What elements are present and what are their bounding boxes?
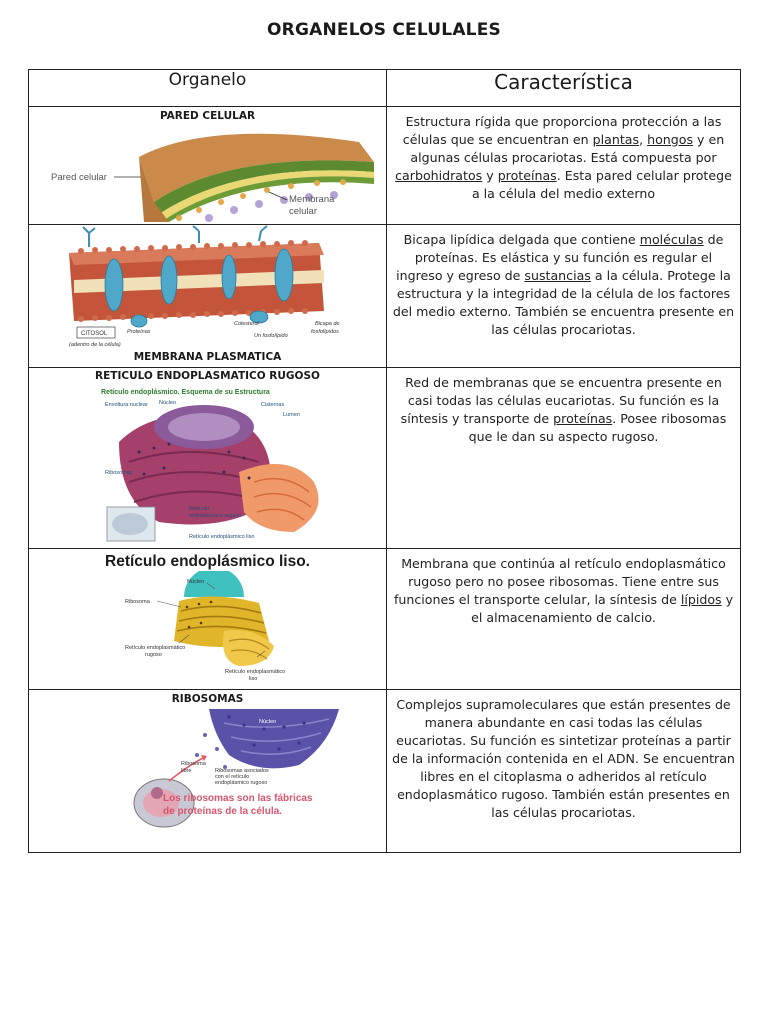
link-sustancias[interactable]: sustancias [524, 268, 591, 283]
description-cell [387, 368, 741, 549]
link-plantas[interactable]: plantas [592, 132, 640, 147]
description-cell [387, 107, 741, 225]
description-cell [387, 549, 741, 690]
organelle-cell [29, 549, 387, 690]
ribosome-illustration [29, 705, 385, 845]
table-row [29, 368, 741, 549]
figure-caption: Los ribosomas son las fábricas [163, 793, 313, 804]
organelle-description: Red de membranas que se encuentra presente en casi todas las células eucariotas. Su función es la síntesis y transporte de proteínas. Posee ribosomas que le dan su aspecto rugoso. [400, 375, 727, 444]
figure-label: Bicapa de [315, 321, 340, 327]
figure-label: endoplásmico rugoso [215, 780, 268, 786]
cell-wall-illustration [29, 122, 385, 222]
table-row [29, 549, 741, 690]
figure-label: Un fosfolípido [254, 333, 288, 339]
rer-illustration [29, 382, 385, 544]
organelle-description: Complejos supramoleculares que están presentes de manera abundante en casi todas las células eucariotas. Su función es sintetizar proteínas a partir de la información contenida en el ADN. Se encuentran libres en el citoplasma o adheridos al retículo endoplasmático rugoso. También están presentes en las células procariotas. [392, 697, 735, 820]
link-lipidos[interactable]: lípidos [680, 592, 722, 607]
organelle-description: Membrana que continúa al retículo endoplasmático rugoso pero no posee ribosomas. Tiene entre sus funciones el transporte celular, la síntesis de lípidos y el almacenamiento de calcio. [393, 556, 734, 625]
header-organelo: Organelo [29, 70, 387, 107]
figure-label: Pared celular [51, 172, 107, 183]
organelle-name: RIBOSOMAS [171, 693, 244, 705]
figure-label: Núcleo [159, 400, 177, 406]
figure-label: Cisternas [261, 402, 285, 408]
figure-label: Colesterol [234, 321, 259, 327]
figure-label: Retículo endoplasmático [125, 645, 186, 651]
figure-label: CITOSOL [81, 331, 108, 337]
figure-label: Retículo endoplasmático [225, 669, 286, 675]
figure-label: con el retículo [215, 774, 250, 780]
organelle-name: PARED CELULAR [159, 110, 256, 122]
link-proteinas[interactable]: proteínas [497, 168, 557, 183]
table-row [29, 690, 741, 853]
description-cell [387, 225, 741, 368]
table-row [29, 107, 741, 225]
membrane-illustration [29, 225, 385, 349]
table-row [29, 225, 741, 368]
figure-label: Ribosomas [105, 470, 133, 476]
organelle-cell [29, 368, 387, 549]
figure-label: Ribosoma [125, 599, 150, 605]
page-title: ORGANELOS CELULALES [267, 20, 501, 40]
figure-label: (adentro de la célula) [69, 342, 121, 348]
figure-label: liso [249, 676, 258, 682]
figure-label: Lumen [283, 412, 300, 418]
description-cell [387, 690, 741, 853]
figure-label: Núcleo [259, 719, 277, 725]
figure-label: endoplásmico rugoso [189, 513, 242, 519]
figure-label: fosfolípidos [311, 329, 339, 335]
link-carbohidratos[interactable]: carbohidratos [395, 168, 483, 183]
figure-label: Retículo endoplásmico liso [189, 534, 255, 540]
figure-label: Núcleo [187, 579, 205, 585]
organelle-description: Bicapa lipídica delgada que contiene moléculas de proteínas. Es elástica y su función es regular el ingreso y egreso de sustancias a la célula. Protege la estructura y la integridad de la célula de los factores del medio externo. También se encuentra presente en las células procariotas. [392, 232, 735, 337]
organelle-cell [29, 690, 387, 853]
link-hongos[interactable]: hongos [647, 132, 694, 147]
organelle-description: Estructura rígida que proporciona protección a las células que se encuentran en plantas, hongos y en algunas células procariotas. Está compuesta por carbohidratos y proteínas. Esta pared celular protege a la célula del medio externo [395, 114, 732, 201]
organelle-name: RETICULO ENDOPLASMATICO RUGOSO [95, 370, 320, 382]
organelle-cell [29, 225, 387, 368]
figure-label: Proteínas [127, 329, 151, 335]
figure-label: Membrana [289, 194, 335, 205]
table-header-row [29, 70, 741, 107]
link-proteinas-rer[interactable]: proteínas [553, 411, 613, 426]
figure-caption: de proteínas de la célula. [163, 806, 282, 817]
organelle-name: MEMBRANA PLASMATICA [133, 351, 282, 363]
figure-label: libre [181, 768, 192, 774]
figure-label: Envoltura nuclear [105, 402, 148, 408]
figure-label: Retículo [189, 506, 210, 512]
figure-label: Ribosoma [181, 761, 206, 767]
organelle-cell [29, 107, 387, 225]
figure-label: Retículo endoplásmico. Esquema de su Estructura [101, 389, 270, 396]
header-caracteristica: Característica [387, 70, 741, 107]
figure-label: rugoso [145, 652, 162, 658]
ser-illustration [29, 571, 385, 683]
organelle-name: Retículo endoplásmico liso. [105, 553, 310, 570]
organelles-table [28, 69, 741, 853]
link-moleculas[interactable]: moléculas [639, 232, 704, 247]
figure-label: celular [289, 206, 317, 217]
figure-label: Ribosomas asociados [215, 768, 269, 774]
